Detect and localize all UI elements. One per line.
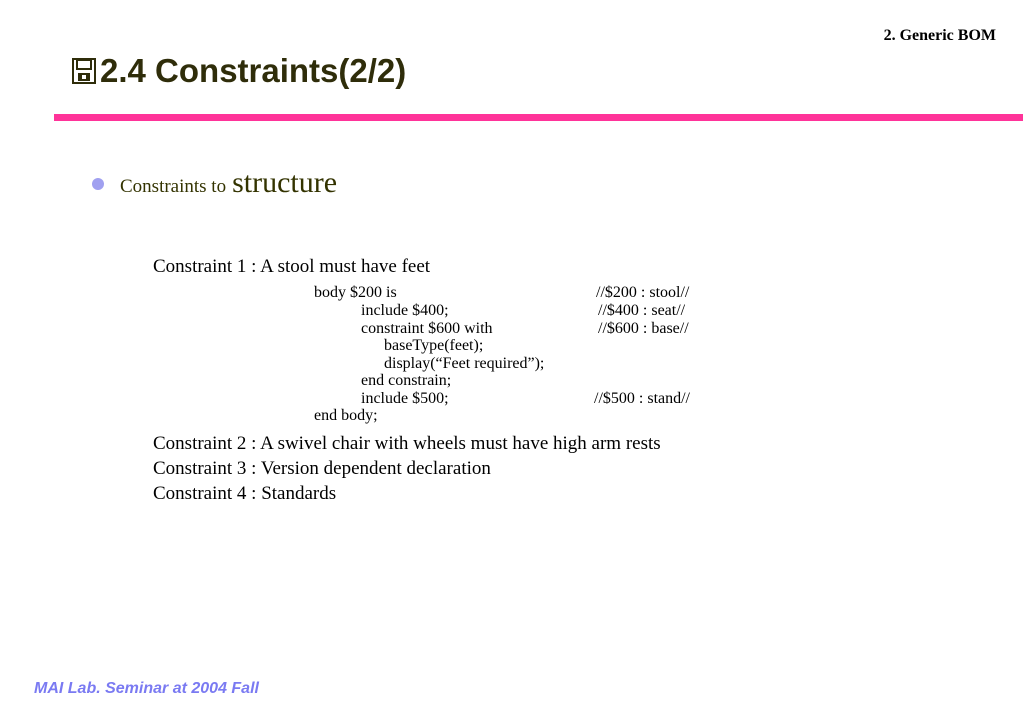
code-comment: //$200 : stool// [596,284,690,301]
code-line: end constrain; [361,372,452,389]
constraint-3: Constraint 3 : Version dependent declaration [153,458,491,479]
code-line: include $500; [361,390,449,407]
bullet-text-large: structure [232,166,338,199]
footer-text: MAI Lab. Seminar at 2004 Fall [34,680,259,697]
slide-title [72,52,406,90]
section-label: 2. Generic BOM [883,27,996,44]
code-line: constraint $600 with [361,320,493,337]
code-line: body $200 is [314,284,397,301]
constraint-1: Constraint 1 : A stool must have feet [153,256,431,277]
bullet-dot-icon [92,178,104,190]
constraint-2: Constraint 2 : A swivel chair with wheels must have high arm rests [153,433,661,454]
bullet-item [92,166,337,200]
title-divider [54,114,1023,121]
page-title: 2.4 Constraints(2/2) [100,52,407,89]
code-line: include $400; [361,302,449,319]
bullet-text-small: Constraints to [120,176,227,197]
code-line: display(“Feet required”); [384,355,545,372]
code-comment: //$500 : stand// [594,390,690,407]
code-comment: //$400 : seat// [598,302,686,319]
code-line: end body; [314,407,378,424]
code-comment: //$600 : base// [598,320,689,337]
code-line: baseType(feet); [384,337,484,354]
constraint-4: Constraint 4 : Standards [153,483,337,504]
floppy-disk-icon [72,58,96,84]
